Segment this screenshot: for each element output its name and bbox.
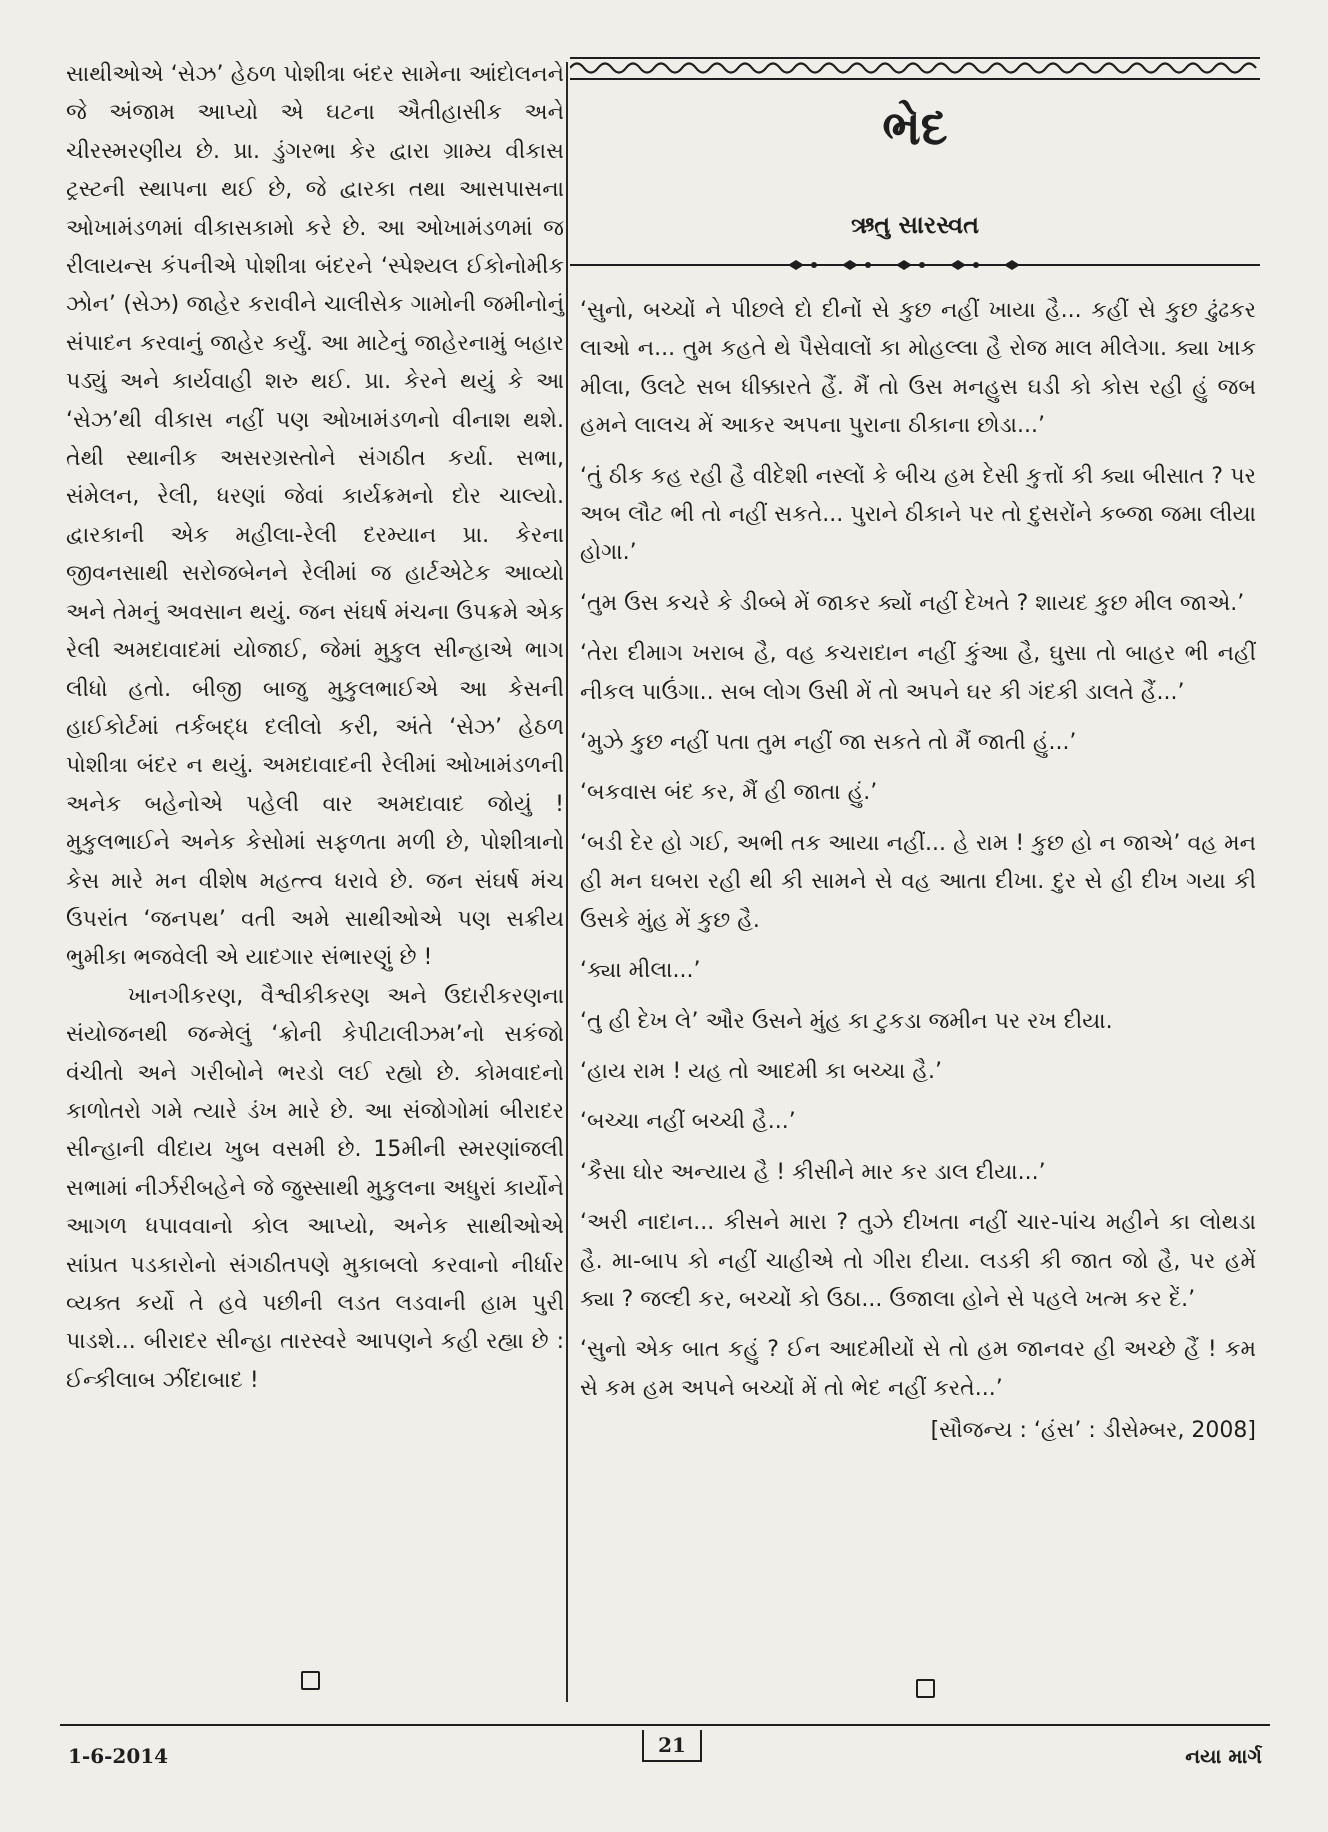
story-paragraph-1: ‘સુનો, બચ્ચોં ને પીછલે દો દીનોં સે કુછ નહીં ખાયા હૈ... કહીં સે કુછ ઢુંઢકર લાઓ ન... તુમ કહતે થે પૈસેવાલોં કા મોહલ્લા હૈ રોજ માલ મીલેગા. ક્યા ખાક મીલા, ઉલટે સબ ધીક્કારતે હૈં. મૈં તો ઉસ મનહુસ ઘડી કો કોસ રહી હું જબ હમને લાલચ મેં આકર અપના પુરાના ઠીકાના છોડા...’ [580, 298, 1256, 439]
right-end-mark-icon [916, 1679, 935, 1698]
right-column [570, 52, 1260, 1448]
footer-date: 1-6-2014 [68, 1744, 169, 1768]
left-column [66, 56, 564, 1400]
story-paragraph-11: ‘બચ્ચા નહીં બચ્ચી હૈ...’ [580, 1109, 796, 1135]
story-paragraph-14: ‘સુનો એક બાત કહું ? ઈન આદમીયોં સે તો હમ જાનવર હી અચ્છે હૈં ! કમ સે કમ હમ અપને બચ્ચોં મેં તો ભેદ નહીં કરતે...’ [580, 1337, 1256, 1401]
story-paragraph-7: ‘બડી દેર હો ગઈ, અભી તક આયા નહીં... હે રામ ! કુછ હો ન જાએ’ વહ મન હી મન ઘબરા રહી થી કી સામને સે વહ આતા દીખા. દુર સે હી દીખ ગયા કી ઉસકે મુંહ મેં કુછ હૈ. [580, 830, 1256, 933]
page-number: 21 [642, 1730, 702, 1762]
left-end-mark-icon [301, 1671, 320, 1690]
story-paragraph-6: ‘બકવાસ બંદ કર, મૈં હી જાતા હું.’ [580, 780, 878, 806]
story-paragraph-9: ‘તુ હી દેખ લે’ ઔર ઉસને મુંહ કા ટુકડા જમીન પર રખ દીયા. [580, 1008, 1113, 1034]
story-paragraph-2: ‘તું ઠીક કહ રહી હૈ વીદેશી નસ્લોં કે બીચ હમ દેસી કુત્તોં કી ક્યા બીસાત ? પર અબ લૌટ ભી તો નહીં સકતે... પુરાને ઠીકાને પર તો દુસરોંને કબ્જા જમા લીયા હોગા.’ [580, 463, 1256, 566]
section-divider-ornament-icon [570, 256, 1260, 274]
story-body [570, 292, 1260, 1408]
story-paragraph-12: ‘કૈસા ઘોર અન્યાય હૈ ! કીસીને માર કર ડાલ દીયા...’ [580, 1159, 1046, 1185]
story-paragraph-5: ‘મુઝે કુછ નહીં પતા તુમ નહીં જા સકતે તો મૈં જાતી હું...’ [580, 730, 1077, 756]
left-paragraph-1: સાથીઓએ ‘સેઝ’ હેઠળ પોશીત્રા બંદર સામેના આંદોલનને જે અંજામ આપ્યો એ ઘટના ઐતીહાસીક અને ચીરસ્મરણીય છે. પ્રા. ડુંગરભા કેર દ્વારા ગ્રામ્ય વીકાસ ટ્રસ્ટની સ્થાપના થઈ છે, જે દ્વારકા તથા આસપાસના ઓખામંડળમાં વીકાસકામો કરે છે. આ ઓખામંડળમાં જ રીલાયન્સ કંપનીએ પોશીત્રા બંદરને ‘સ્પેશ્યલ ઈકોનોમીક ઝોન’ (સેઝ) જાહેર કરાવીને ચાલીસેક ગામોની જમીનોનું સંપાદન કરવાનું જાહેર કર્યું. આ માટેનું જાહેરનામું બહાર પડ્યું અને કાર્યવાહી શરુ થઈ. પ્રા. કેરને થયું કે આ ‘સેઝ’થી વીકાસ નહીં પણ ઓખામંડળનો વીનાશ થશે. તેથી સ્થાનીક અસરગ્રસ્તોને સંગઠીત કર્યા. સભા, સંમેલન, રેલી, ધરણાં જેવાં કાર્યક્રમનો દોર ચાલ્યો. દ્વારકાની એક મહીલા-રેલી દરમ્યાન પ્રા. કેરના જીવનસાથી સરોજબેનને રેલીમાં જ હાર્ટએટેક આવ્યો અને તેમનું અવસાન થયું. જન સંઘર્ષ મંચના ઉપક્રમે એક રેલી અમદાવાદમાં યોજાઈ, જેમાં મુકુલ સીન્હાએ ભાગ લીધો હતો. બીજી બાજુ મુકુલભાઈએ આ કેસની હાઈકોર્ટમાં તર્કબદ્ધ દલીલો કરી, અંતે ‘સેઝ’ હેઠળ પોશીત્રા બંદર ન થયું. અમદાવાદની રેલીમાં ઓખામંડળની અનેક બહેનોએ પહેલી વાર અમદાવાદ જોયું ! મુકુલભાઈને અનેક કેસોમાં સફળતા મળી છે, પોશીત્રાનો કેસ મારે મન વીશેષ મહત્ત્વ ધરાવે છે. જન સંઘર્ષ મંચ ઉપરાંત ‘જનપથ’ વતી અમે સાથીઓએ પણ સક્રીય ભુમીકા ભજવેલી એ યાદગાર સંભારણું છે ! [66, 62, 564, 971]
story-paragraph-8: ‘ક્યા મીલા...’ [580, 958, 701, 984]
story-paragraph-3: ‘તુમ ઉસ કચરે કે ડીબ્બે મેં જાકર ક્યોં નહીં દેખતે ? શાયદ કુછ મીલ જાએ.’ [580, 590, 1245, 616]
publication-name: નયા માર્ગ [1185, 1744, 1262, 1768]
story-title: ભેદ [882, 100, 948, 156]
story-credit: [સૌજન્ય : ‘હંસ’ : ડીસેમ્બર, 2008] [930, 1418, 1256, 1444]
column-divider [566, 62, 568, 1702]
story-paragraph-4: ‘તેરા દીમાગ ખરાબ હૈ, વહ કચરાદાન નહીં કુંઆ હૈ, ઘુસા તો બાહર ભી નહીં નીકલ પાઉંગા.. સબ લોગ ઉસી મેં તો અપને ઘર કી ગંદકી ડાલતે હૈં...’ [580, 641, 1256, 705]
left-paragraph-2: ખાનગીકરણ, વૈશ્વીકીકરણ અને ઉદારીકરણના સંયોજનથી જન્મેલું ‘ક્રોની કેપીટાલીઝમ’નો સકંજો વંચીતો અને ગરીબોને ભરડો લઈ રહ્યો છે. કોમવાદનો કાળોતરો ગમે ત્યારે ડંખ મારે છે. આ સંજોગોમાં બીરાદર સીન્હાની વીદાય ખુબ વસમી છે. 15મીની સ્મરણાંજલી સભામાં નીર્ઝરીબહેને જે જુસ્સાથી મુકુલના અધુરાં કાર્યોને આગળ ધપાવવાનો કોલ આપ્યો, અનેક સાથીઓએ સાંપ્રત પડકારોનો સંગઠીતપણે મુકાબલો કરવાનો નીર્ધાર વ્યક્ત કર્યો તે હવે પછીની લડત લડવાની હામ પુરી પાડશે... બીરાદર સીન્હા તારસ્વરે આપણને કહી રહ્યા છે : ઈન્કીલાબ ઝીંદાબાદ ! [66, 983, 564, 1393]
story-paragraph-13: ‘અરી નાદાન... કીસને મારા ? તુઝે દીખતા નહીં ચાર-પાંચ મહીને કા લોથડા હૈ. મા-બાપ કો નહીં ચાહીએ તો ગીરા દીયા. લડકી કી જાત જો હૈ, પર હમેં ક્યા ? જલ્દી કર, બચ્ચોં કો ઉઠા... ઉજાલા હોને સે પહલે ખત્મ કર દેં.’ [580, 1210, 1256, 1312]
story-paragraph-10: ‘હાય રામ ! યહ તો આદમી કા બચ્ચા હૈ.’ [580, 1058, 942, 1084]
story-author: ઋતુ સારસ્વત [850, 211, 980, 239]
top-border-ornament-icon [570, 52, 1260, 84]
footer-rule [60, 1724, 1270, 1726]
